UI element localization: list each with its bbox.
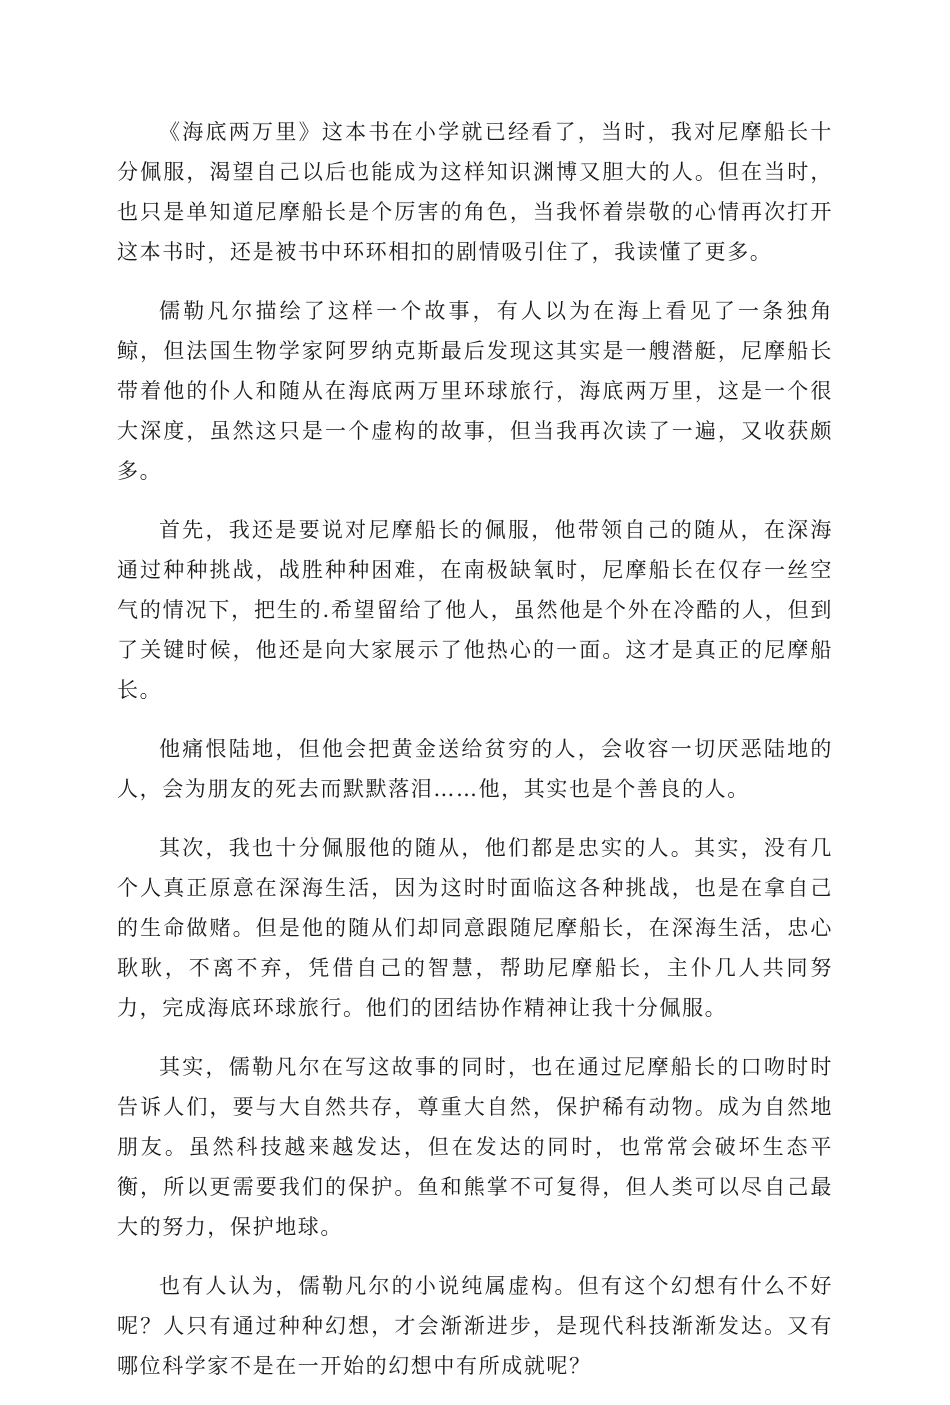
paragraph-3: 首先，我还是要说对尼摩船长的佩服，他带领自己的随从，在深海通过种种挑战，战胜种种困难，在南极缺氧时，尼摩船长在仅存一丝空气的情况下，把生的.希望留给了他人，虽然他是个外在冷酷的人，但到了关键时候，他还是向大家展示了他热心的一面。这才是真正的尼摩船长。 [117,518,833,702]
paragraph-7: 也有人认为，儒勒凡尔的小说纯属虚构。但有这个幻想有什么不好呢？人只有通过种种幻想，才会渐渐进步，是现代科技渐渐发达。又有哪位科学家不是在一开始的幻想中有所成就呢？ [117,1274,833,1378]
paragraph-5: 其次，我也十分佩服他的随从，他们都是忠实的人。其实，没有几个人真正原意在深海生活，因为这时时面临这各种挑战，也是在拿自己的生命做赌。但是他的随从们却同意跟随尼摩船长，在深海生活，忠心耿耿，不离不弃，凭借自己的智慧，帮助尼摩船长，主仆几人共同努力，完成海底环球旅行。他们的团结协作精神让我十分佩服。 [117,836,833,1020]
paragraph-4: 他痛恨陆地，但他会把黄金送给贫穷的人，会收容一切厌恶陆地的人，会为朋友的死去而默默落泪……他，其实也是个善良的人。 [117,737,833,801]
paragraph-6: 其实，儒勒凡尔在写这故事的同时，也在通过尼摩船长的口吻时时告诉人们，要与大自然共存，尊重大自然，保护稀有动物。成为自然地朋友。虽然科技越来越发达，但在发达的同时，也常常会破坏生态平衡，所以更需要我们的保护。鱼和熊掌不可复得，但人类可以尽自己最大的努力，保护地球。 [117,1055,833,1239]
document-body [117,112,833,1405]
paragraph-1: 《海底两万里》这本书在小学就已经看了，当时，我对尼摩船长十分佩服，渴望自己以后也能成为这样知识渊博又胆大的人。但在当时，也只是单知道尼摩船长是个厉害的角色，当我怀着崇敬的心情再次打开这本书时，还是被书中环环相扣的剧情吸引住了，我读懂了更多。 [117,120,833,264]
paragraph-2: 儒勒凡尔描绘了这样一个故事，有人以为在海上看见了一条独角鲸，但法国生物学家阿罗纳克斯最后发现这其实是一艘潜艇，尼摩船长带着他的仆人和随从在海底两万里环球旅行，海底两万里，这是一个很大深度，虽然这只是一个虚构的故事，但当我再次读了一遍，又收获颇多。 [117,299,833,483]
